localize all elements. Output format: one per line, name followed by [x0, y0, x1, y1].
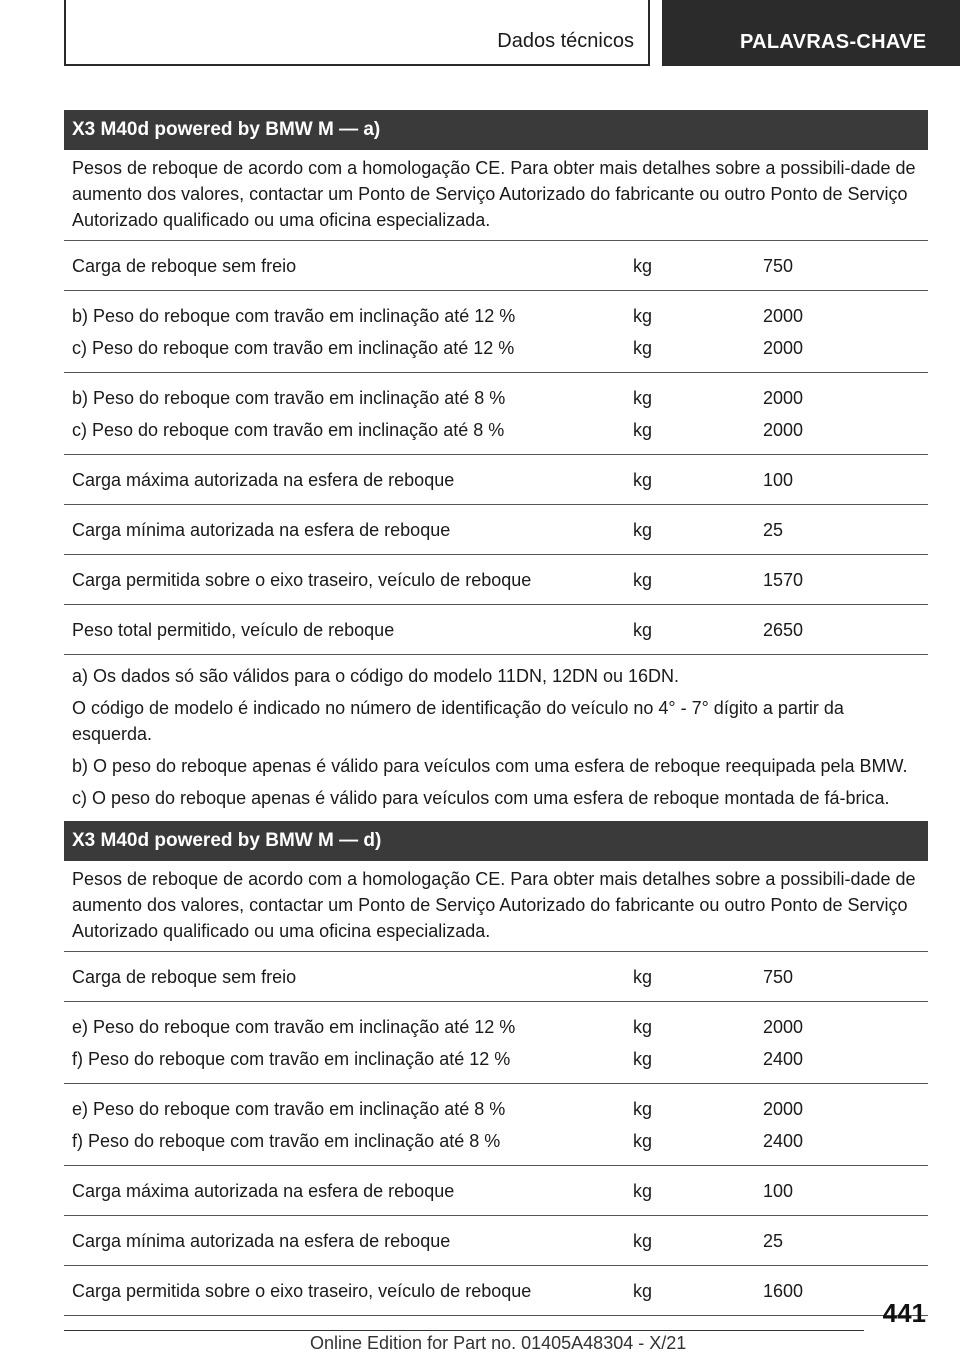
footer-edition: Online Edition for Part no. 01405A48304 - X/21 — [310, 1333, 687, 1353]
spec-unit: kg — [633, 469, 653, 490]
section-title: X3 M40d powered by BMW M — d) — [64, 821, 928, 861]
spec-value: 1600 — [763, 1280, 804, 1301]
spec-label: Carga de reboque sem freio — [72, 255, 297, 276]
table-row — [64, 1084, 928, 1166]
spec-value: 2400 — [763, 1130, 804, 1151]
spec-value: 2000 — [763, 337, 804, 358]
section-intro: Pesos de reboque de acordo com a homologação CE. Para obter mais detalhes sobre a possibili-dade de aumento dos valores, contactar um Ponto de Serviço Autorizado do fabricante ou outro Ponto de Serviço Autorizado qualificado ou uma oficina especializada. — [64, 861, 928, 952]
spec-value: 2650 — [763, 619, 804, 640]
table-line — [72, 614, 920, 646]
table-line — [72, 300, 920, 332]
keywords-tab-label: PALAVRAS-CHAVE — [740, 31, 927, 53]
table-line — [72, 1275, 920, 1307]
table-line — [72, 961, 920, 993]
spec-value: 2400 — [763, 1048, 804, 1069]
section-title: X3 M40d powered by BMW M — a) — [64, 110, 928, 150]
table-row — [64, 605, 928, 655]
table-line — [72, 414, 920, 446]
footnote: a) Os dados só são válidos para o código do modelo 11DN, 12DN ou 16DN. — [72, 666, 680, 686]
spec-value: 100 — [763, 469, 794, 490]
towing-weights-section-d — [64, 821, 928, 1316]
table-row — [64, 1216, 928, 1266]
table-row — [64, 373, 928, 455]
spec-label: Carga permitida sobre o eixo traseiro, veículo de reboque — [72, 1280, 532, 1301]
towing-weights-section-a — [64, 110, 928, 822]
section-intro: Pesos de reboque de acordo com a homologação CE. Para obter mais detalhes sobre a possibili-dade de aumento dos valores, contactar um Ponto de Serviço Autorizado do fabricante ou outro Ponto de Serviço Autorizado qualificado ou uma oficina especializada. — [64, 150, 928, 241]
spec-value: 25 — [763, 1230, 784, 1251]
spec-label: f) Peso do reboque com travão em inclinação até 12 % — [72, 1048, 511, 1069]
table-row — [64, 455, 928, 505]
spec-unit: kg — [633, 569, 653, 590]
table-line — [72, 1125, 920, 1157]
footer-divider — [64, 1330, 864, 1331]
spec-unit: kg — [633, 1098, 653, 1119]
spec-unit: kg — [633, 1048, 653, 1069]
spec-label: Carga de reboque sem freio — [72, 966, 297, 987]
table-row — [64, 505, 928, 555]
spec-unit: kg — [633, 1230, 653, 1251]
spec-unit: kg — [633, 419, 653, 440]
chapter-tab-label: Dados técnicos — [497, 30, 634, 52]
spec-unit: kg — [633, 1180, 653, 1201]
spec-label: Carga permitida sobre o eixo traseiro, veículo de reboque — [72, 569, 532, 590]
spec-label: Carga máxima autorizada na esfera de reboque — [72, 469, 455, 490]
keywords-tab[interactable] — [662, 0, 960, 66]
table-line — [72, 250, 920, 282]
table-line — [72, 1175, 920, 1207]
page-header — [0, 0, 960, 66]
table-row — [64, 1166, 928, 1216]
spec-value: 2000 — [763, 1098, 804, 1119]
spec-label: e) Peso do reboque com travão em inclinação até 8 % — [72, 1098, 506, 1119]
spec-value: 2000 — [763, 387, 804, 408]
spec-unit: kg — [633, 619, 653, 640]
spec-unit: kg — [633, 1130, 653, 1151]
spec-value: 750 — [763, 966, 794, 987]
spec-unit: kg — [633, 519, 653, 540]
spec-unit: kg — [633, 1016, 653, 1037]
spec-unit: kg — [633, 337, 653, 358]
page-number: 441 — [882, 1298, 926, 1328]
spec-unit: kg — [633, 1280, 653, 1301]
table-row — [64, 291, 928, 373]
spec-unit: kg — [633, 305, 653, 326]
spec-value: 25 — [763, 519, 784, 540]
table-line — [72, 1043, 920, 1075]
table-line — [72, 1011, 920, 1043]
table-row — [64, 952, 928, 1002]
chapter-tab[interactable] — [64, 0, 650, 66]
spec-value: 100 — [763, 1180, 794, 1201]
spec-value: 2000 — [763, 305, 804, 326]
spec-unit: kg — [633, 387, 653, 408]
spec-label: Peso total permitido, veículo de reboque — [72, 619, 395, 640]
table-line — [72, 1093, 920, 1125]
footnote: c) O peso do reboque apenas é válido para veículos com uma esfera de reboque montada de fá-brica. — [72, 788, 890, 808]
section-footnotes — [64, 655, 928, 822]
table-line — [72, 1225, 920, 1257]
table-line — [72, 564, 920, 596]
footnote: O código de modelo é indicado no número de identificação do veículo no 4° - 7° dígito a partir da esquerda. — [72, 698, 844, 744]
spec-label: Carga máxima autorizada na esfera de reboque — [72, 1180, 455, 1201]
table-row — [64, 1266, 928, 1316]
table-line — [72, 514, 920, 546]
table-row — [64, 1002, 928, 1084]
spec-label: Carga mínima autorizada na esfera de reboque — [72, 519, 451, 540]
table-row — [64, 555, 928, 605]
spec-label: Carga mínima autorizada na esfera de reboque — [72, 1230, 451, 1251]
spec-label: f) Peso do reboque com travão em inclinação até 8 % — [72, 1130, 501, 1151]
footnote: b) O peso do reboque apenas é válido para veículos com uma esfera de reboque reequipada pela BMW. — [72, 756, 908, 776]
spec-unit: kg — [633, 255, 653, 276]
spec-label: b) Peso do reboque com travão em inclinação até 8 % — [72, 387, 506, 408]
spec-value: 750 — [763, 255, 794, 276]
spec-value: 2000 — [763, 1016, 804, 1037]
spec-label: b) Peso do reboque com travão em inclinação até 12 % — [72, 305, 516, 326]
spec-label: c) Peso do reboque com travão em inclinação até 8 % — [72, 419, 505, 440]
spec-value: 2000 — [763, 419, 804, 440]
spec-value: 1570 — [763, 569, 804, 590]
spec-label: e) Peso do reboque com travão em inclinação até 12 % — [72, 1016, 516, 1037]
table-row — [64, 241, 928, 291]
table-line — [72, 382, 920, 414]
spec-unit: kg — [633, 966, 653, 987]
spec-label: c) Peso do reboque com travão em inclinação até 12 % — [72, 337, 515, 358]
table-line — [72, 464, 920, 496]
table-line — [72, 332, 920, 364]
